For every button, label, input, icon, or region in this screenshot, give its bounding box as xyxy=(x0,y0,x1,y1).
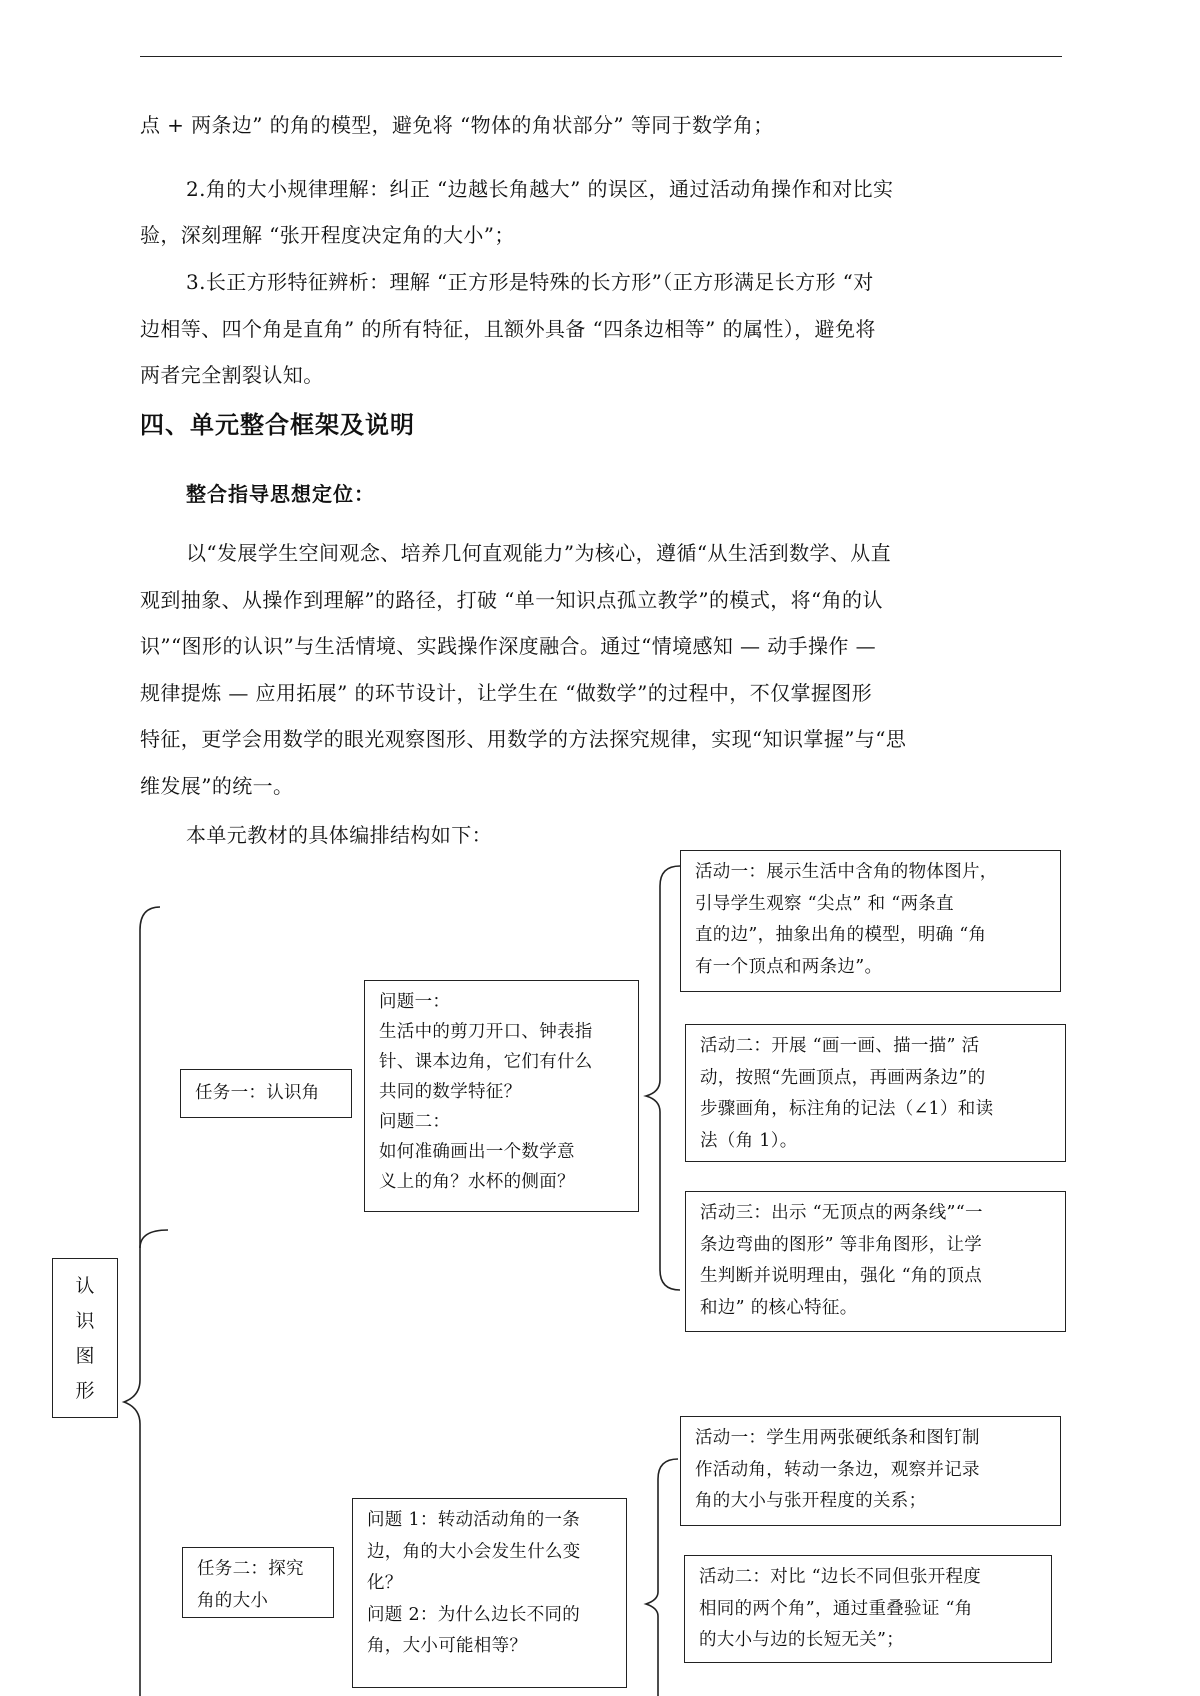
activity-line: 活动二：对比 “边长不同但张开程度 xyxy=(699,1567,982,1587)
task2-questions-box xyxy=(352,1498,627,1688)
activity-line: 有一个顶点和两条边”。 xyxy=(695,956,883,977)
activity-line: 条边弯曲的图形” 等非角图形，让学 xyxy=(700,1234,983,1255)
question-line: 问题二： xyxy=(379,1112,451,1132)
activity-line: 活动二：开展 “画一画、描一描” 活 xyxy=(700,1036,980,1056)
body-line: 2.角的大小规律理解：纠正 “边越长角越大” 的误区，通过活动角操作和对比实 xyxy=(186,177,894,201)
body-line: 以“发展学生空间观念、培养几何直观能力”为核心，遵循“从生活到数学、从直 xyxy=(186,541,892,565)
task1-questions-box xyxy=(364,980,639,1212)
task1-activity1-box xyxy=(680,850,1061,992)
body-line: 3.长正方形特征辨析：理解 “正方形是特殊的长方形”（正方形满足长方形 “对 xyxy=(186,270,874,294)
activity-line: 活动一：展示生活中含角的物体图片， xyxy=(695,862,998,882)
question-line: 角，大小可能相等？ xyxy=(367,1636,528,1656)
activity-line: 活动三：出示 “无顶点的两条线”“一 xyxy=(700,1203,983,1223)
activity-line: 法（角 1）。 xyxy=(700,1130,798,1151)
body-line: 规律提炼 — 应用拓展” 的环节设计，让学生在 “做数学”的过程中，不仅掌握图形 xyxy=(140,681,873,705)
root-char: 认 xyxy=(75,1275,95,1297)
activity-line: 的大小与边的长短无关”； xyxy=(699,1630,905,1650)
activity-line: 活动一：学生用两张硬纸条和图钉制 xyxy=(695,1428,980,1448)
activity-line: 步骤画角，标注角的记法（∠1）和读 xyxy=(700,1099,994,1119)
question-line: 问题 2：为什么边长不同的 xyxy=(367,1604,581,1625)
question-line: 边，角的大小会发生什么变 xyxy=(367,1541,581,1562)
section-subheading: 整合指导思想定位： xyxy=(186,482,375,506)
activity-line: 相同的两个角”，通过重叠验证 “角 xyxy=(699,1598,973,1619)
activity-line: 和边” 的核心特征。 xyxy=(700,1297,858,1318)
activity-line: 直的边”，抽象出角的模型，明确 “角 xyxy=(695,925,987,945)
body-line: 观到抽象、从操作到理解”的路径，打破 “单一知识点孤立教学”的模式，将“角的认 xyxy=(140,588,883,612)
task1-activity3-box xyxy=(685,1191,1066,1332)
question-line: 如何准确画出一个数学意 xyxy=(379,1142,575,1162)
question-line: 共同的数学特征？ xyxy=(379,1082,522,1102)
body-line: 验，深刻理解 “张开程度决定角的大小”； xyxy=(140,223,515,247)
task2-label-line: 角的大小 xyxy=(197,1590,269,1611)
task2-activity2-box xyxy=(684,1555,1052,1663)
body-line: 维发展”的统一。 xyxy=(140,774,294,798)
body-line: 边相等、四个角是直角” 的所有特征，且额外具备 “四条边相等” 的属性），避免将 xyxy=(140,317,876,341)
question-line: 问题一： xyxy=(379,992,451,1012)
structure-intro: 本单元教材的具体编排结构如下： xyxy=(186,823,492,847)
question-line: 生活中的剪刀开口、钟表指 xyxy=(379,1022,593,1042)
question-line: 化？ xyxy=(367,1573,403,1593)
task2-activity1-box xyxy=(680,1416,1061,1526)
activity-line: 动，按照“先画顶点，再画两条边”的 xyxy=(700,1067,986,1088)
root-char: 识 xyxy=(75,1310,95,1332)
body-line: 两者完全割裂认知。 xyxy=(140,363,324,387)
activity-line: 作活动角，转动一条边，观察并记录 xyxy=(695,1459,980,1480)
activity-line: 生判断并说明理由，强化 “角的顶点 xyxy=(700,1266,983,1286)
question-line: 问题 1：转动活动角的一条 xyxy=(367,1510,581,1530)
task2-box xyxy=(182,1547,334,1618)
section-heading: 四、单元整合框架及说明 xyxy=(140,411,415,439)
root-box-recognize-shapes xyxy=(52,1258,118,1418)
task1-label: 任务一：认识角 xyxy=(195,1083,320,1103)
root-char: 形 xyxy=(75,1380,95,1402)
task2-label-line: 任务二：探究 xyxy=(197,1559,304,1579)
body-line: 点 + 两条边” 的角的模型，避免将 “物体的角状部分” 等同于数学角； xyxy=(140,113,774,137)
activity-line: 引导学生观察 “尖点” 和 “两条直 xyxy=(695,893,954,914)
question-line: 针、课本边角，它们有什么 xyxy=(379,1052,593,1072)
body-line: 识”“图形的认识”与生活情境、实践操作深度融合。通过“情境感知 — 动手操作 — xyxy=(140,634,876,658)
task1-box xyxy=(180,1069,352,1118)
body-line: 特征，更学会用数学的眼光观察图形、用数学的方法探究规律，实现“知识掌握”与“思 xyxy=(140,727,907,751)
task1-activity2-box xyxy=(685,1024,1066,1162)
root-char: 图 xyxy=(75,1345,95,1367)
question-line: 义上的角？水杯的侧面？ xyxy=(379,1172,575,1192)
activity-line: 角的大小与张开程度的关系； xyxy=(695,1491,927,1511)
